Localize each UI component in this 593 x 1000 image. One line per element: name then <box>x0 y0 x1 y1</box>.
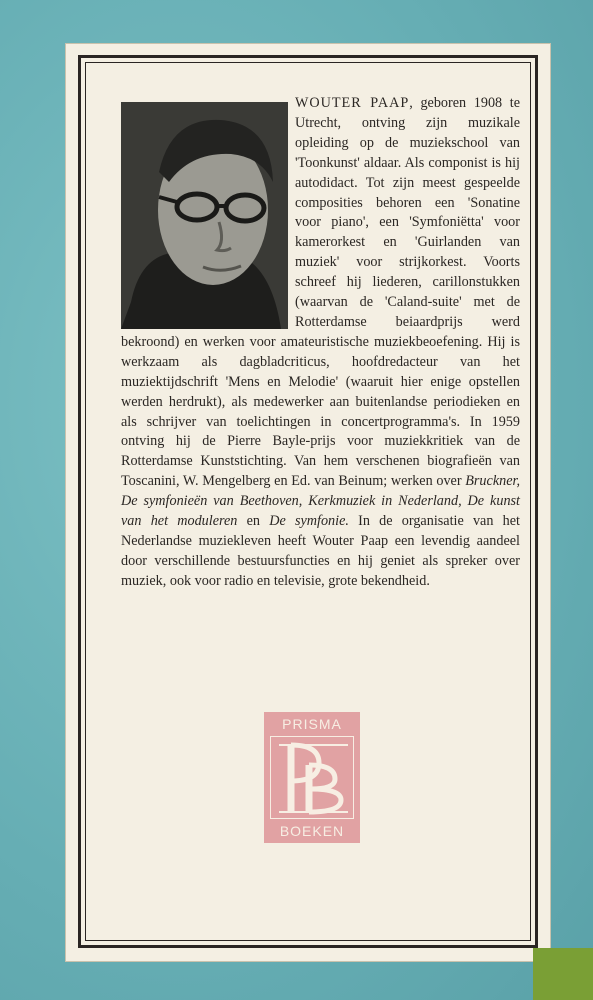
bio-works-italic: Bruckner, De symfonieën van Beethoven, Kerkmuziek in Nederland, De kunst van het moduleren <box>121 473 520 530</box>
author-name: WOUTER PAAP <box>295 95 410 111</box>
pb-monogram-icon <box>271 737 356 820</box>
bio-text-part1: , geboren 1908 te Utrecht, ontving zijn muzikale opleiding op de muziekschool van 'Toonkunst' aldaar. Als componist is hij autodidact. Tot zijn meest gespeelde composities behoren een 'Sonatine voor piano', een 'Symfoniëtta' voor kamerorkest en 'Guirlanden van muziek' voor strijkorkest. Voorts schreef hij liederen, carillonstukken (waarvan de 'Caland-suite' met de Rotterdamse beiaardprijs werd bekroond) en werken voor amateuristische muziekbeoefening. Hij is werkzaam als dagbladcriticus, hoofdredacteur van het muziektijdschrift 'Mens en Melodie' (waaruit hier enige opstellen werden herdrukt), als medewerker aan buitenlandse periodieken en als schrijver van toelichtingen in concertprogramma's. In 1959 ontving hij de Pierre Bayle-prijs voor muziekkritiek van de Rotterdamse Kunststichting. Van hem verschenen biografieën van Toscanini, W. Mengelberg en Ed. van Beinum; werken over <box>121 95 520 490</box>
bio-symfonie-italic: De symfonie. <box>269 513 349 530</box>
author-biography <box>121 94 520 592</box>
logo-monogram-frame <box>270 736 354 819</box>
photo-spacer <box>121 94 295 330</box>
logo-bottom-text: BOEKEN <box>279 823 345 839</box>
logo-top-text: PRISMA <box>282 716 342 732</box>
prisma-boeken-logo <box>264 712 360 843</box>
corner-sticker <box>533 948 593 1000</box>
bio-text-part2: en <box>237 513 270 530</box>
bio-text-part3: In de organisatie van het Nederlandse muziekleven heeft Wouter Paap een levendig aandeel door verschillende bestuursfuncties en hij geniet als spreker over muziek, ook voor radio en televisie, grote bekendheid. <box>121 513 520 589</box>
